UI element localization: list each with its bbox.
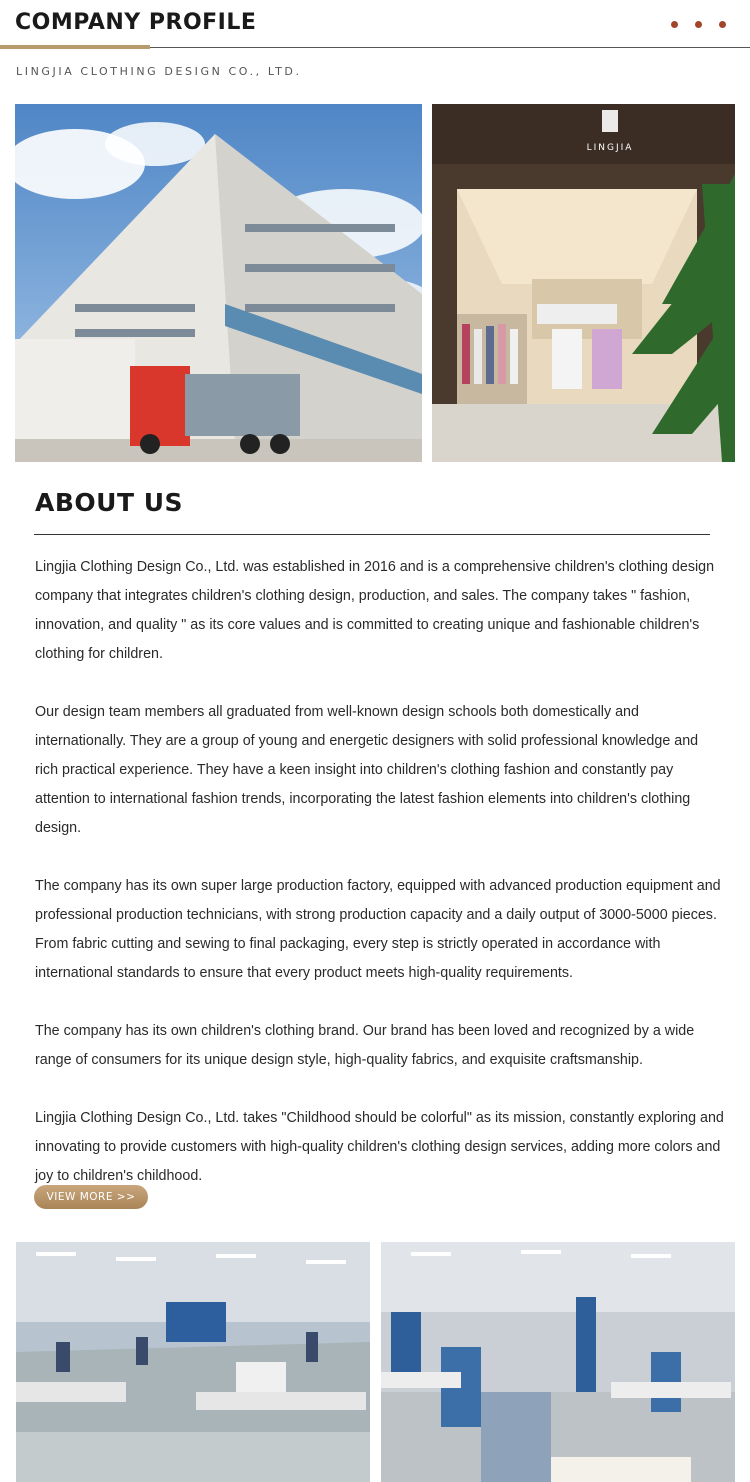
factory-building-photo bbox=[15, 104, 422, 462]
about-paragraph: The company has its own super large production factory, equipped with advanced production equipment and professional production technicians, with strong production capacity and a daily output of 3000-5000 pieces. From fabric cutting and sewing to final packaging, every step is strictly operated in accordance with international standards to ensure that every product meets high-quality requirements. bbox=[35, 878, 721, 981]
about-paragraph: Lingjia Clothing Design Co., Ltd. was established in 2016 and is a comprehensive children's clothing design company that integrates children's clothing design, production, and sales. The company takes " fashion, innovation, and quality " as its core values and is committed to creating unique and fashionable children's clothing for children. bbox=[35, 559, 715, 662]
sewing-workshop-photo bbox=[381, 1242, 735, 1482]
header-accent-bar bbox=[0, 45, 150, 49]
store-interior-photo bbox=[432, 104, 735, 462]
view-more-button[interactable]: VIEW MORE >> bbox=[34, 1185, 148, 1209]
about-divider bbox=[34, 534, 710, 535]
factory-floor-photo bbox=[16, 1242, 370, 1482]
page-title: COMPANY PROFILE bbox=[15, 10, 257, 35]
dot bbox=[671, 21, 678, 28]
page-header bbox=[0, 0, 750, 50]
three-dots-icon[interactable] bbox=[671, 21, 726, 28]
dot bbox=[695, 21, 702, 28]
about-title: ABOUT US bbox=[35, 488, 184, 517]
about-body bbox=[35, 553, 725, 1220]
about-paragraph: Our design team members all graduated from well-known design schools both domestically and internationally. They are a group of young and energetic designers with solid professional knowledge and rich practical experience. They have a keen insight into children's clothing fashion and constantly pay attention to international fashion trends, incorporating the latest fashion elements into children's clothing design. bbox=[35, 704, 699, 836]
about-paragraph: Lingjia Clothing Design Co., Ltd. takes "Childhood should be colorful" as its mission, constantly exploring and innovating to provide customers with high-quality children's clothing design services, adding more colors and joy to children's childhood. bbox=[35, 1110, 724, 1184]
store-sign-text: LINGJIA bbox=[586, 143, 634, 153]
about-paragraph: The company has its own children's clothing brand. Our brand has been loved and recognized by a wide range of consumers for its unique design style, high-quality fabrics, and exquisite craftsmanship. bbox=[35, 1023, 695, 1068]
company-name: LINGJIA CLOTHING DESIGN CO., LTD. bbox=[16, 65, 302, 78]
dot bbox=[719, 21, 726, 28]
